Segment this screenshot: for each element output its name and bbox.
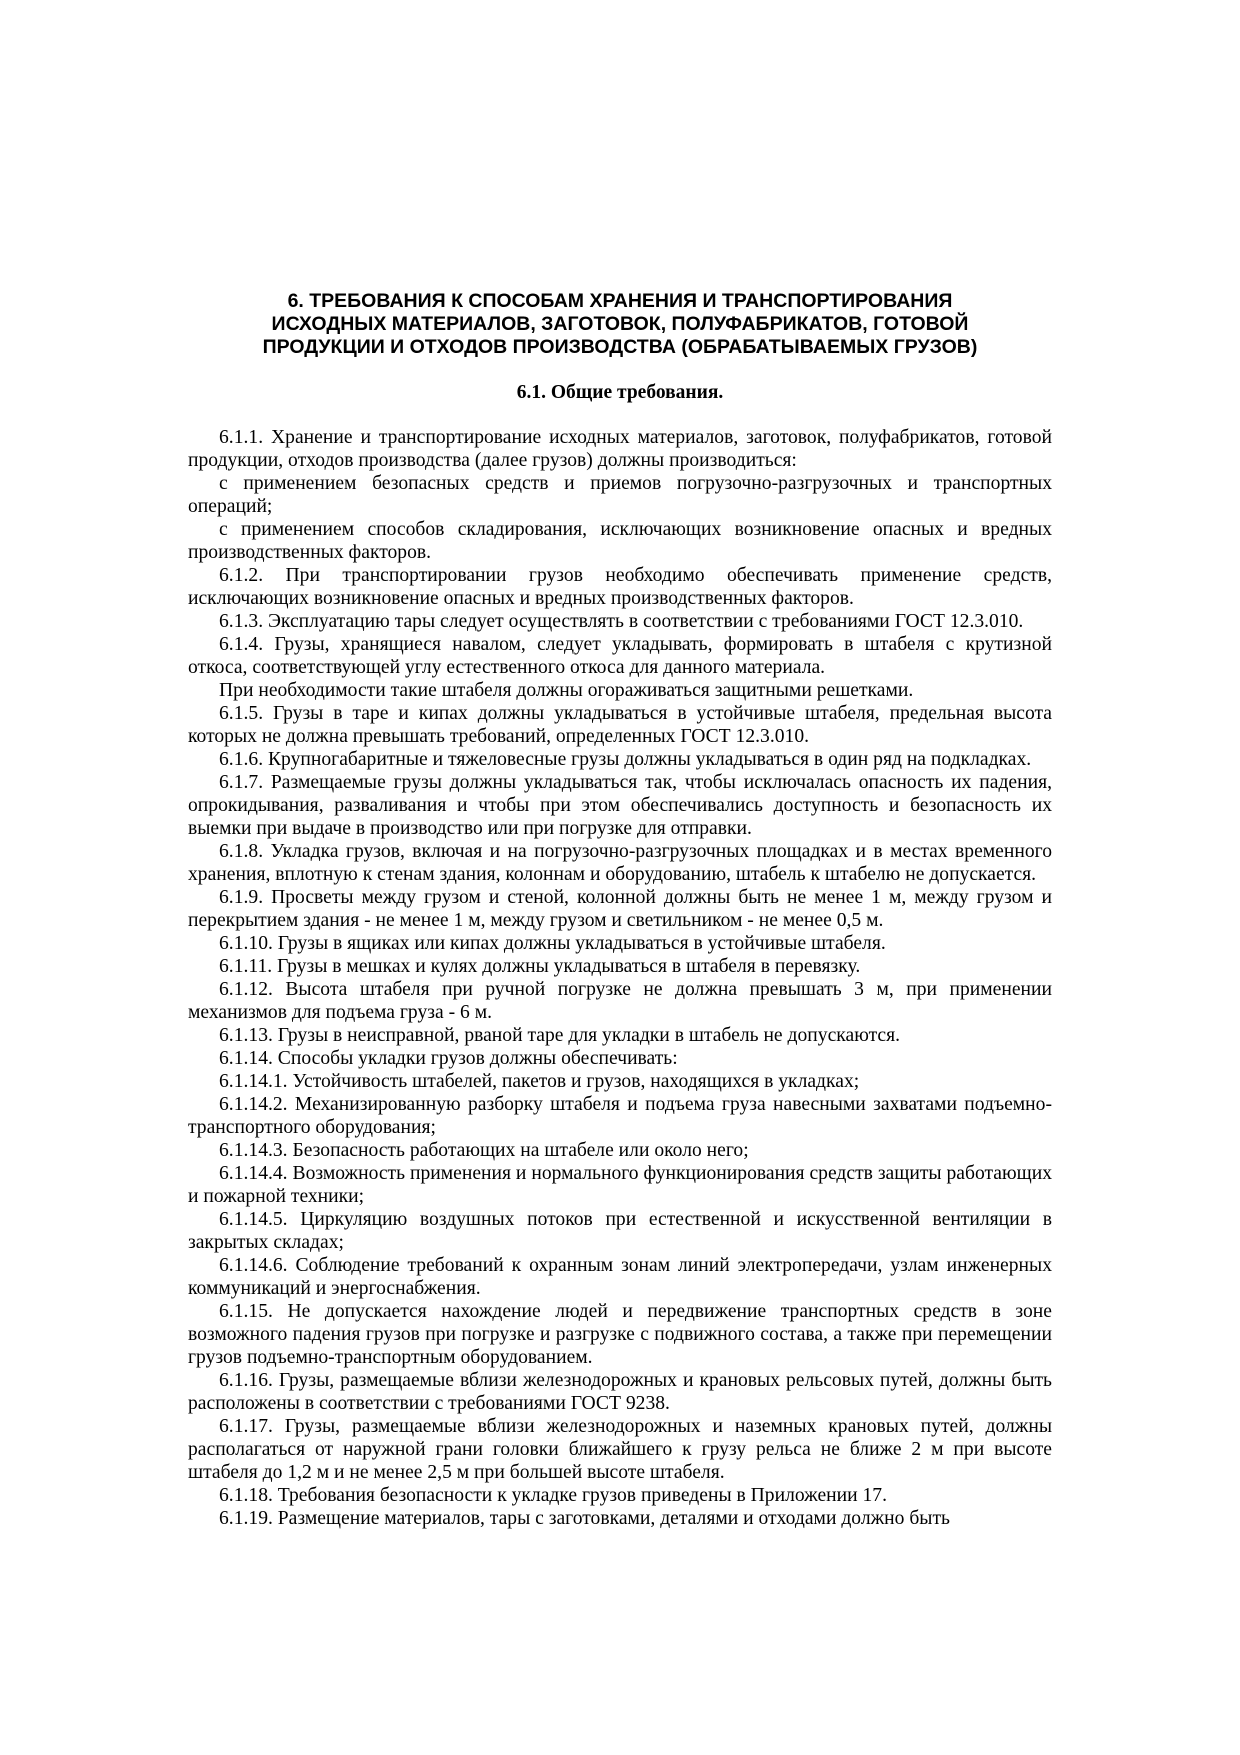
chapter-heading bbox=[188, 290, 1052, 359]
paragraph: с применением способов складирования, исключающих возникновение опасных и вредных производственных факторов. bbox=[188, 519, 1052, 563]
chapter-heading-line: ИСХОДНЫХ МАТЕРИАЛОВ, ЗАГОТОВОК, ПОЛУФАБРИКАТОВ, ГОТОВОЙ bbox=[271, 313, 969, 335]
paragraph: 6.1.15. Не допускается нахождение людей и передвижение транспортных средств в зоне возможного падения грузов при погрузке и разгрузке с подвижного состава, а также при перемещении грузов подъемно-транспортным оборудованием. bbox=[188, 1301, 1052, 1368]
section-heading: 6.1. Общие требования. bbox=[516, 382, 724, 403]
paragraph: 6.1.18. Требования безопасности к укладке грузов приведены в Приложении 17. bbox=[219, 1485, 887, 1506]
paragraph: При необходимости такие штабеля должны огораживаться защитными решетками. bbox=[219, 680, 914, 701]
paragraph: 6.1.14.1. Устойчивость штабелей, пакетов и грузов, находящихся в укладках; bbox=[219, 1071, 860, 1092]
paragraph: 6.1.2. При транспортировании грузов необходимо обеспечивать применение средств, исключающих возникновение опасных и вредных производственных факторов. bbox=[188, 565, 1052, 609]
paragraph: 6.1.19. Размещение материалов, тары с заготовками, деталями и отходами должно быть bbox=[219, 1508, 950, 1529]
paragraph: 6.1.5. Грузы в таре и кипах должны укладываться в устойчивые штабеля, предельная высота которых не должна превышать требований, определенных ГОСТ 12.3.010. bbox=[188, 703, 1052, 747]
paragraph: 6.1.9. Просветы между грузом и стеной, колонной должны быть не менее 1 м, между грузом и перекрытием здания - не менее 1 м, между грузом и светильником - не менее 0,5 м. bbox=[188, 887, 1052, 931]
paragraph: 6.1.10. Грузы в ящиках или кипах должны укладываться в устойчивые штабеля. bbox=[219, 933, 886, 954]
chapter-heading-line: 6. ТРЕБОВАНИЯ К СПОСОБАМ ХРАНЕНИЯ И ТРАНСПОРТИРОВАНИЯ bbox=[287, 290, 953, 312]
paragraph: 6.1.11. Грузы в мешках и кулях должны укладываться в штабеля в перевязку. bbox=[219, 956, 861, 977]
paragraph: 6.1.14.2. Механизированную разборку штабеля и подъема груза навесными захватами подъемно-транспортного оборудования; bbox=[188, 1094, 1052, 1138]
paragraph: 6.1.14.5. Циркуляцию воздушных потоков при естественной и искусственной вентиляции в закрытых складах; bbox=[188, 1209, 1052, 1253]
document-body bbox=[188, 426, 1052, 1530]
paragraph: 6.1.13. Грузы в неисправной, рваной таре для укладки в штабель не допускаются. bbox=[219, 1025, 900, 1046]
paragraph: 6.1.8. Укладка грузов, включая и на погрузочно-разгрузочных площадках и в местах временного хранения, вплотную к стенам здания, колоннам и оборудованию, штабель к штабелю не допускается. bbox=[188, 841, 1052, 885]
paragraph: 6.1.17. Грузы, размещаемые вблизи железнодорожных и наземных крановых путей, должны располагаться от наружной грани головки ближайшего к грузу рельса не ближе 2 м при высоте штабеля до 1,2 м и не менее 2,5 м при большей высоте штабеля. bbox=[188, 1416, 1052, 1483]
paragraph: 6.1.7. Размещаемые грузы должны укладываться так, чтобы исключалась опасность их падения, опрокидывания, разваливания и чтобы при этом обеспечивались доступность и безопасность их выемки при выдаче в производство или при погрузке для отправки. bbox=[188, 772, 1052, 839]
paragraph: 6.1.12. Высота штабеля при ручной погрузке не должна превышать 3 м, при применении механизмов для подъема груза - 6 м. bbox=[188, 979, 1052, 1023]
paragraph: 6.1.14.3. Безопасность работающих на штабеле или около него; bbox=[219, 1140, 749, 1161]
chapter-heading-line: ПРОДУКЦИИ И ОТХОДОВ ПРОИЗВОДСТВА (ОБРАБАТЫВАЕМЫХ ГРУЗОВ) bbox=[262, 336, 978, 358]
paragraph: 6.1.4. Грузы, хранящиеся навалом, следует укладывать, формировать в штабеля с крутизной откоса, соответствующей углу естественного откоса для данного материала. bbox=[188, 634, 1052, 678]
paragraph: 6.1.16. Грузы, размещаемые вблизи железнодорожных и крановых рельсовых путей, должны быть расположены в соответствии с требованиями ГОСТ 9238. bbox=[188, 1370, 1052, 1414]
paragraph: с применением безопасных средств и приемов погрузочно-разгрузочных и транспортных операций; bbox=[188, 473, 1052, 517]
paragraph: 6.1.14. Способы укладки грузов должны обеспечивать: bbox=[219, 1048, 678, 1069]
paragraph: 6.1.14.6. Соблюдение требований к охранным зонам линий электропередачи, узлам инженерных коммуникаций и энергоснабжения. bbox=[188, 1255, 1052, 1299]
paragraph: 6.1.3. Эксплуатацию тары следует осуществлять в соответствии с требованиями ГОСТ 12.3.010. bbox=[219, 611, 1024, 632]
paragraph: 6.1.1. Хранение и транспортирование исходных материалов, заготовок, полуфабрикатов, готовой продукции, отходов производства (далее грузов) должны производиться: bbox=[188, 427, 1052, 471]
paragraph: 6.1.6. Крупногабаритные и тяжеловесные грузы должны укладываться в один ряд на подкладках. bbox=[219, 749, 1032, 770]
paragraph: 6.1.14.4. Возможность применения и нормального функционирования средств защиты работающих и пожарной техники; bbox=[188, 1163, 1052, 1207]
